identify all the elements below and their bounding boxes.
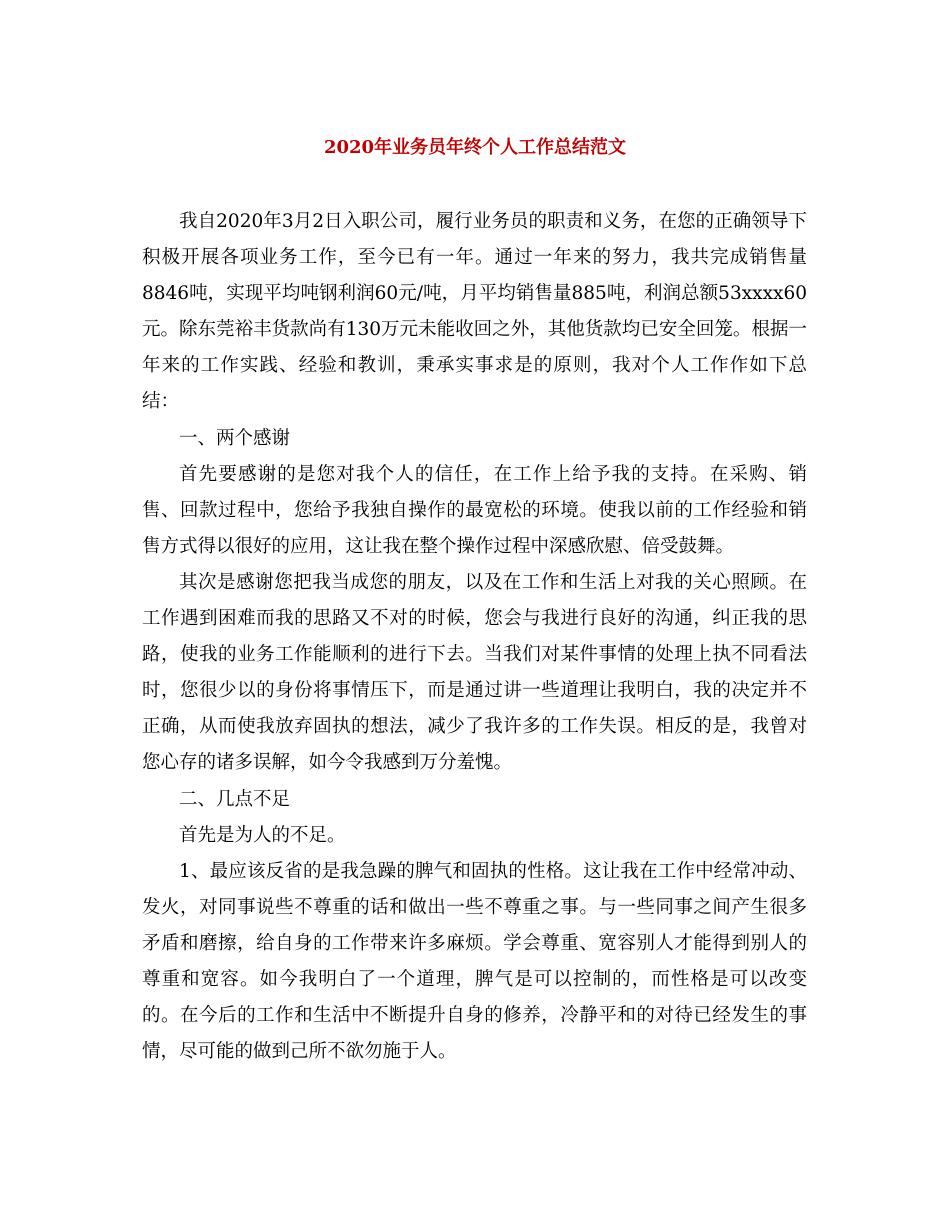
document-title: 2020年业务员年终个人工作总结范文 (323, 137, 627, 158)
section-heading-thanks: 一、两个感谢 (179, 427, 291, 449)
thanks-paragraph-1: 首先要感谢的是您对我个人的信任，在工作上给予我的支持。在采购、销售、回款过程中，您给予我独自操作的最宽松的环境。使我以前的工作经验和销售方式得以很好的应用，这让我在整个操作过程中深感欣慰、倍受鼓舞。 (142, 463, 807, 557)
shortcomings-item-1: 1、最应该反省的是我急躁的脾气和固执的性格。这让我在工作中经常冲动、发火，对同事说些不尊重的话和做出一些不尊重之事。与一些同事之间产生很多矛盾和磨擦，给自身的工作带来许多麻烦。学会尊重、宽容别人才能得到别人的尊重和宽容。如今我明白了一个道理，脾气是可以控制的，而性格是可以改变的。在今后的工作和生活中不断提升自身的修养，冷静平和的对待已经发生的事情，尽可能的做到己所不欲勿施于人。 (142, 860, 807, 1063)
shortcomings-intro: 首先是为人的不足。 (179, 824, 346, 846)
section-heading-shortcomings: 二、几点不足 (179, 788, 291, 810)
intro-paragraph: 我自2020年3月2日入职公司，履行业务员的职责和义务，在您的正确领导下积极开展各项业务工作，至今已有一年。通过一年来的努力，我共完成销售量8846吨，实现平均吨钢利润60元/吨，月平均销售量885吨，利润总额53xxxx60元。除东莞裕丰货款尚有130万元未能收回之外，其他货款均已安全回笼。根据一年来的工作实践、经验和教训，秉承实事求是的原则，我对个人工作作如下总结： (142, 211, 807, 413)
thanks-paragraph-2: 其次是感谢您把我当成您的朋友，以及在工作和生活上对我的关心照顾。在工作遇到困难而我的思路又不对的时候，您会与我进行良好的沟通，纠正我的思路，使我的业务工作能顺利的进行下去。当我们对某件事情的处理上执不同看法时，您很少以的身份将事情压下，而是通过讲一些道理让我明白，我的决定并不正确，从而使我放弃固执的想法，减少了我许多的工作失误。相反的是，我曾对您心存的诸多误解，如今令我感到万分羞愧。 (142, 571, 807, 774)
document-body (142, 204, 807, 1070)
